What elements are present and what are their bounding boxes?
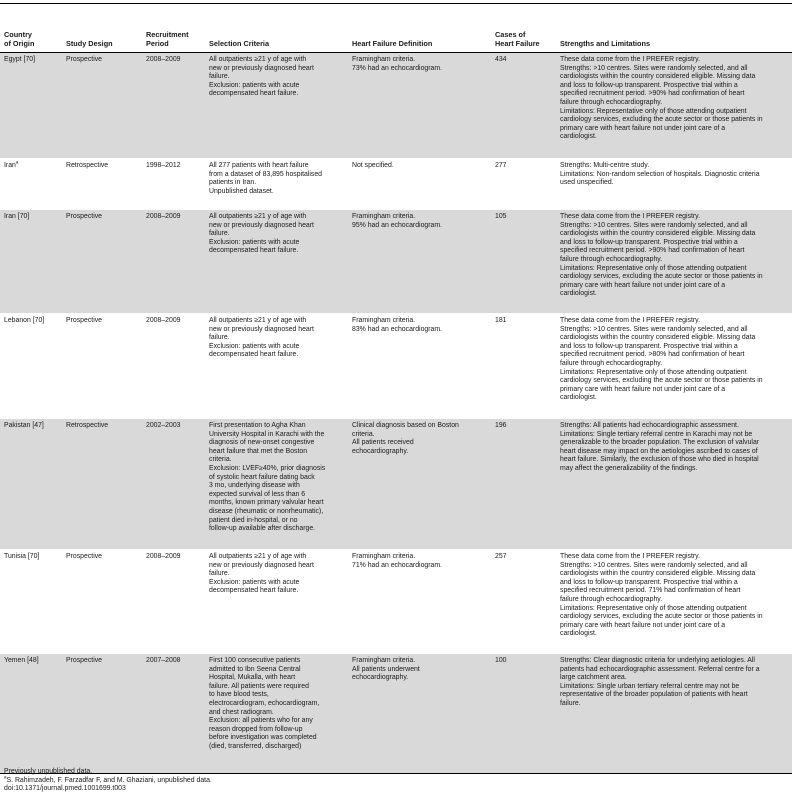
text-line: Not specified. [352,162,394,169]
cell-cases: 257 [491,550,556,654]
country-name: Pakistan [47] [4,422,44,429]
text-line: First presentation to Agha Khan [209,422,306,429]
text-line: primary care with heart failure not under joint care of a [560,281,726,289]
header-study-design: Study Design [62,16,142,53]
cell-hf-definition [348,53,491,159]
text-line: Clinical diagnosis based on Boston [352,422,459,429]
text-line: All 277 patients with heart failure [209,162,309,169]
cell-hf-definition [348,419,491,550]
text-line: heart disease may impact on the aetiologies ascribed to cases of [560,447,758,455]
text-line: cardiologist. [560,394,597,402]
text-line: primary care with heart failure not under joint care of a [560,124,726,132]
text-line: Limitations: Representative only of those attending outpatient [560,107,747,115]
cell-hf-definition [348,654,491,774]
text-line: All outpatients ≥21 y of age with [209,213,307,220]
top-rule [0,3,792,4]
text-line: Unpublished dataset. [209,187,274,195]
text-line: Limitations: Representative only of those attending outpatient [560,368,747,376]
cell-country [0,550,62,654]
header-cases: Cases of Heart Failure [491,16,556,53]
cell-cases: 434 [491,53,556,159]
text-line: months, known primary valvular heart [209,499,324,507]
text-line: 71% had an echocardiogram. [352,561,443,569]
cell-study-design: Prospective [62,53,142,159]
text-line: failure. [560,699,581,707]
cell-strengths-limitations [556,550,792,654]
text-line: failure through echocardiography. [560,98,663,106]
text-line: Exclusion: patients with acute [209,578,300,586]
text-line: electrocardiogram, echocardiogram, [209,699,320,707]
text-line: Limitations: Single urban tertiary referral centre may not be [560,682,740,690]
text-line: failure. [209,334,230,342]
text-line: may affect the generalizability of the findings. [560,464,698,472]
text-line: Framingham criteria. [352,657,416,664]
text-line: generalizable to the broader population. The exclusion of valvular [560,439,760,447]
header-strengths-limitations: Strengths and Limitations [556,16,792,53]
text-line: heart failure that met the Boston [209,447,308,455]
cell-study-design: Prospective [62,210,142,314]
country-name: Iran [4,162,16,169]
text-line: specified recruitment period. 71% had confirmation of heart [560,587,741,595]
cell-recruitment-period: 2002–2003 [142,419,205,550]
cell-country [0,159,62,210]
table-row [0,314,792,419]
text-line: Strengths: Clear diagnostic criteria for underlying aetiologies. All [560,657,755,664]
text-line: representative of the broader population of patients with heart [560,691,748,699]
header-country: Country of Origin [0,16,62,53]
text-line: echocardiography. [352,447,409,455]
cell-hf-definition [348,550,491,654]
text-line: Limitations: Single tertiary referral centre in Karachi may not be [560,430,753,438]
country-name: Iran [70] [4,213,30,220]
text-line: Limitations: Non-random selection of hospitals. Diagnostic criteria [560,170,760,178]
text-line: admitted to Ibn Seena Central [209,665,301,673]
text-line: Exclusion: all patients who for any [209,717,313,725]
text-line: and loss to follow-up transparent. Prospective trial within a [560,342,738,350]
footnote-marker: a [15,159,19,165]
cell-strengths-limitations [556,314,792,419]
text-line: used unspecified. [560,179,614,187]
text-line: Strengths: >10 centres. Sites were randomly selected, and all [560,221,748,229]
cell-strengths-limitations [556,654,792,774]
text-line: 83% had an echocardiogram. [352,325,443,333]
text-line: from a dataset of 83,895 hospitalised [209,170,323,178]
text-line: and loss to follow-up transparent. Prospective trial within a [560,238,738,246]
data-table [0,16,792,774]
text-line: patient died in-hospital, or no [209,516,298,524]
text-line: specified recruitment period. >90% had confirmation of heart [560,247,745,255]
text-line: cardiologists within the country considered eligible. Missing data [560,334,756,342]
text-line: 95% had an echocardiogram. [352,221,443,229]
cell-cases: 196 [491,419,556,550]
text-line: Strengths: Multi-centre study. [560,162,650,169]
text-line: to have blood tests, [209,691,269,699]
cell-selection-criteria [205,159,348,210]
cell-recruitment-period: 2008–2009 [142,210,205,314]
cell-hf-definition [348,210,491,314]
text-line: (died, transferred, discharged) [209,742,302,750]
text-line: These data come from the I PREFER registry. [560,213,701,220]
text-line: Strengths: >10 centres. Sites were randomly selected, and all [560,64,748,72]
text-line: First 100 consecutive patients [209,657,301,664]
text-line: failure. All patients were required [209,682,309,690]
table-row [0,419,792,550]
text-line: and loss to follow-up transparent. Prospective trial within a [560,578,738,586]
text-line: These data come from the I PREFER registry. [560,56,701,63]
text-line: primary care with heart failure not under joint care of a [560,385,726,393]
text-line: 3 mo, underlying disease with [209,482,300,490]
text-line: cardiology services, excluding the acute sector or those patients in [560,116,763,124]
text-line: new or previously diagnosed heart [209,325,314,333]
cell-study-design: Prospective [62,654,142,774]
cell-cases: 277 [491,159,556,210]
header-row [0,16,792,53]
cell-cases: 100 [491,654,556,774]
text-line: and chest radiogram. [209,708,274,716]
cell-selection-criteria [205,654,348,774]
cell-cases: 181 [491,314,556,419]
text-line: All patients received [352,439,414,447]
text-line: diagnosis of new-onset congestive [209,439,315,447]
cell-selection-criteria [205,210,348,314]
text-line: failure through echocardiography. [560,359,663,367]
text-line: disease (rheumatic or nonrheumatic), [209,507,324,515]
header-selection-criteria: Selection Criteria [205,16,348,53]
text-line: These data come from the I PREFER registry. [560,317,701,324]
table-row [0,53,792,159]
text-line: cardiologists within the country considered eligible. Missing data [560,570,756,578]
text-line: reason dropped from follow-up [209,725,303,733]
text-line: cardiologist. [560,290,597,298]
cell-recruitment-period: 2007–2008 [142,654,205,774]
cell-selection-criteria [205,550,348,654]
cell-country [0,314,62,419]
text-line: These data come from the I PREFER registry. [560,553,701,560]
cell-recruitment-period: 2008–2009 [142,550,205,654]
text-line: new or previously diagnosed heart [209,221,314,229]
cell-strengths-limitations [556,419,792,550]
footnote [4,785,212,794]
header-hf-definition: Heart Failure Definition [348,16,491,53]
text-line: Exclusion: patients with acute [209,81,300,89]
text-line: Hospital, Mukalla, with heart [209,674,296,682]
text-line: new or previously diagnosed heart [209,561,314,569]
country-name: Yemen [48] [4,657,39,664]
footnote [4,774,212,786]
text-line: All outpatients ≥21 y of age with [209,317,307,324]
text-line: before investigation was completed [209,734,317,742]
text-line: failure. [209,230,230,238]
text-line: failure through echocardiography. [560,595,663,603]
cell-country [0,419,62,550]
text-line: expected survival of less than 6 [209,490,306,498]
text-line: Limitations: Representative only of those attending outpatient [560,264,747,272]
text-line: large catchment area. [560,674,627,682]
cell-study-design: Prospective [62,550,142,654]
text-line: failure. [209,570,230,578]
text-line: criteria. [352,430,375,438]
text-line: cardiology services, excluding the acute sector or those patients in [560,613,763,621]
text-line: decompensated heart failure. [209,247,299,255]
text-line: failure through echocardiography. [560,255,663,263]
text-line: cardiologist. [560,630,597,638]
text-line: Exclusion: patients with acute [209,238,300,246]
text-line: specified recruitment period. >80% had confirmation of heart [560,351,745,359]
table-row [0,159,792,210]
cell-strengths-limitations [556,53,792,159]
cell-country [0,210,62,314]
cell-study-design: Retrospective [62,419,142,550]
country-name: Lebanon [70] [4,317,45,324]
cell-hf-definition [348,314,491,419]
text-line: Framingham criteria. [352,213,416,220]
table-row [0,654,792,774]
text-line: echocardiography. [352,674,409,682]
text-line: Exclusion: patients with acute [209,342,300,350]
text-line: new or previously diagnosed heart [209,64,314,72]
cell-strengths-limitations [556,159,792,210]
cell-cases: 105 [491,210,556,314]
footnote-marker: a [4,774,7,780]
text-line: of systolic heart failure dating back [209,473,315,481]
cell-study-design: Retrospective [62,159,142,210]
text-line: decompensated heart failure. [209,587,299,595]
cell-country [0,654,62,774]
text-line: Framingham criteria. [352,553,416,560]
text-line: All outpatients ≥21 y of age with [209,553,307,560]
text-line: Framingham criteria. [352,317,416,324]
text-line: 73% had an echocardiogram. [352,64,443,72]
footnote-text: S. Rahimzadeh, F. Farzadfar F, and M. Ghaziani, unpublished data. [6,776,212,784]
text-line: cardiology services, excluding the acute sector or those patients in [560,273,763,281]
text-line: specified recruitment period. >90% had confirmation of heart [560,90,745,98]
text-line: follow-up available after discharge. [209,525,316,533]
text-line: decompensated heart failure. [209,90,299,98]
text-line: Limitations: Representative only of those attending outpatient [560,604,747,612]
header-recruitment-period: Recruitment Period [142,16,205,53]
text-line: criteria. [209,456,232,464]
cell-selection-criteria [205,53,348,159]
cell-recruitment-period: 2008–2009 [142,53,205,159]
cell-country [0,53,62,159]
text-line: cardiologists within the country considered eligible. Missing data [560,230,756,238]
text-line: Strengths: >10 centres. Sites were randomly selected, and all [560,561,748,569]
text-line: Framingham criteria. [352,56,416,63]
text-line: primary care with heart failure not under joint care of a [560,621,726,629]
text-line: decompensated heart failure. [209,351,299,359]
text-line: University Hospital in Karachi with the [209,430,325,438]
cell-selection-criteria [205,419,348,550]
text-line: Strengths: All patients had echocardiographic assessment. [560,422,739,429]
text-line: All patients underwent [352,665,420,673]
text-line: cardiology services, excluding the acute sector or those patients in [560,377,763,385]
table-row [0,550,792,654]
text-line: failure. [209,73,230,81]
text-line: patients in Iran. [209,179,257,187]
cell-strengths-limitations [556,210,792,314]
table-row [0,210,792,314]
text-line: Strengths: >10 centres. Sites were randomly selected, and all [560,325,748,333]
cell-recruitment-period: 1998–2012 [142,159,205,210]
footnote-text: doi:10.1371/journal.pmed.1001699.t003 [4,785,126,793]
text-line: All outpatients ≥21 y of age with [209,56,307,63]
text-line: cardiologists within the country considered eligible. Missing data [560,73,756,81]
cell-selection-criteria [205,314,348,419]
footnote-text: Previously unpublished data. [4,768,93,775]
cell-study-design: Prospective [62,314,142,419]
text-line: cardiologist. [560,133,597,141]
cell-recruitment-period: 2008–2009 [142,314,205,419]
country-name: Egypt [70] [4,56,36,63]
text-line: and loss to follow-up transparent. Prospective trial within a [560,81,738,89]
text-line: Exclusion: LVEF≥40%, prior diagnosis [209,464,326,472]
country-name: Tunisia [70] [4,553,40,560]
table-footnotes [4,768,212,794]
cell-hf-definition [348,159,491,210]
text-line: patients had echocardiographic assessment. Referral centre for a [560,665,760,673]
text-line: heart failure. Similarly, the exclusion of those who died in hospital [560,456,759,464]
